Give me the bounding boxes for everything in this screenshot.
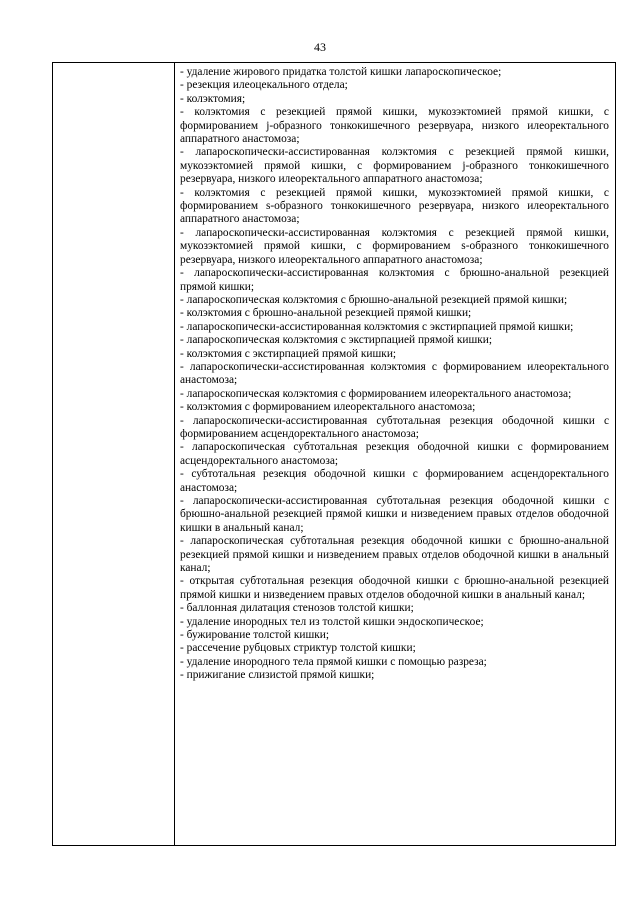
list-item: - лапароскопически-ассистированная колэктомия с экстирпацией прямой кишки; (180, 320, 574, 333)
list-item: - лапароскопически-ассистированная колэктомия с формированием илеоректального анастомоза; (180, 360, 609, 387)
list-item: - удаление инородных тел из толстой кишки эндоскопическое; (180, 615, 484, 628)
list-item: - лапароскопически-ассистированная колэктомия с резекцией прямой кишки, мукозэктомией прямой кишки, с формированием j-образного тонкокишечного резервуара, низкого илеоректального аппаратного анастомоза; (180, 146, 609, 186)
list-item: - колэктомия; (180, 92, 246, 105)
list-item: - лапароскопическая субтотальная резекция ободочной кишки с брюшно-анальной резекцией прямой кишки и низведением правых отделов ободочной кишки в анальный канал; (180, 535, 609, 575)
list-item: - лапароскопическая колэктомия с брюшно-анальной резекцией прямой кишки; (180, 293, 568, 306)
list-item: - колэктомия с резекцией прямой кишки, мукозэктомией прямой кишки, с формированием j-образного тонкокишечного резервуара, низкого илеоректального аппаратного анастомоза; (180, 106, 609, 146)
procedures-cell (180, 66, 609, 683)
list-item: - колэктомия с экстирпацией прямой кишки; (180, 347, 397, 360)
list-item: - прижигание слизистой прямой кишки; (180, 669, 375, 682)
list-item: - удаление инородного тела прямой кишки с помощью разреза; (180, 655, 487, 668)
list-item: - удаление жирового придатка толстой кишки лапароскопическое; (180, 66, 502, 78)
list-item: - лапароскопическая колэктомия с формированием илеоректального анастомоза; (180, 387, 572, 400)
list-item: - лапароскопически-ассистированная колэктомия с резекцией прямой кишки, мукозэктомией прямой кишки, с формированием s-образного тонкокишечного резервуара, низкого илеоректального аппаратного анастомоза; (180, 226, 609, 266)
list-item: - лапароскопическая субтотальная резекция ободочной кишки с формированием асцендоректального анастомоза; (180, 441, 609, 467)
list-item: - лапароскопическая колэктомия с экстирпацией прямой кишки; (180, 334, 493, 347)
list-item: - колэктомия с брюшно-анальной резекцией прямой кишки; (180, 307, 472, 320)
list-item: - лапароскопически-ассистированная колэктомия с брюшно-анальной резекцией прямой кишки; (180, 267, 609, 293)
column-divider (174, 63, 175, 845)
list-item: - лапароскопически-ассистированная субтотальная резекция ободочной кишки с брюшно-анальной резекцией прямой кишки и низведением правых отделов ободочной кишки в анальный канал; (180, 495, 609, 534)
list-item: - лапароскопически-ассистированная субтотальная резекция ободочной кишки с формированием асцендоректального анастомоза; (180, 414, 609, 440)
list-item: - баллонная дилатация стенозов толстой кишки; (180, 602, 414, 615)
list-item: - бужирование толстой кишки; (180, 629, 330, 642)
list-item: - колэктомия с резекцией прямой кишки, мукозэктомией прямой кишки, с формированием s-образного тонкокишечного резервуара, низкого илеоректального аппаратного анастомоза; (180, 186, 609, 226)
list-item: - открытая субтотальная резекция ободочной кишки с брюшно-анальной резекцией прямой кишки и низведением правых отделов ободочной кишки в анальный канал; (180, 575, 609, 601)
list-item: - субтотальная резекция ободочной кишки с формированием асцендоректального анастомоза; (180, 468, 609, 494)
procedures-table (52, 62, 616, 846)
list-item: - резекция илеоцекального отдела; (180, 79, 348, 92)
list-item: - рассечение рубцовых стриктур толстой кишки; (180, 642, 416, 655)
page-number: 43 (314, 40, 326, 54)
list-item: - колэктомия с формированием илеоректального анастомоза; (180, 401, 476, 414)
